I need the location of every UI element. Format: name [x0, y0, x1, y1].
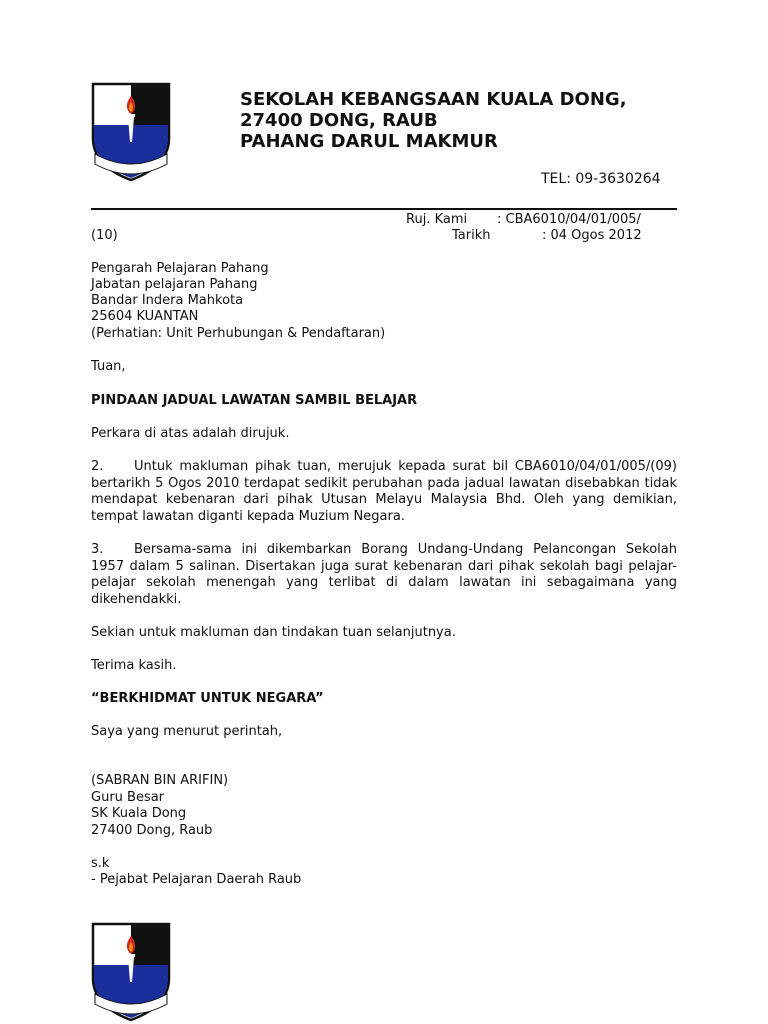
motto-line: “BERKHIDMAT UNTUK NEGARA” — [91, 691, 324, 706]
salutation: Tuan, — [91, 359, 126, 374]
recipient-line: Bandar Indera Mahkota — [91, 293, 244, 308]
signatory-school: SK Kuala Dong — [91, 806, 187, 821]
date-label: Tarikh — [452, 228, 491, 243]
date-value: : 04 Ogos 2012 — [542, 228, 642, 243]
paragraph-number: 3. — [91, 542, 104, 557]
recipient-line: (Perhatian: Unit Perhubungan & Pendaftaran) — [91, 326, 386, 341]
paragraph-text: Untuk makluman pihak tuan, merujuk kepada surat bil CBA6010/04/01/005/(09) bertarikh 5 Ogos 2010 terdapat sedikit perubahan pada jadual lawatan disebabkan tidak mendapat kebenaran dari pihak Utusan Melayu Malaysia Bhd. Oleh yang demikian, tempat lawatan diganti kepada Muzium Negara. — [91, 459, 677, 524]
recipient-line: Pengarah Pelajaran Pahang — [91, 261, 269, 276]
sign-off-line: Saya yang menurut perintah, — [91, 724, 283, 739]
paragraph-text: Bersama-sama ini dikembarkan Borang Undang-Undang Pelancongan Sekolah 1957 dalam 5 salinan. Disertakan juga surat kebenaran dari pihak sekolah bagi pelajar-pelajar sekolah menengah yang terlibat di dalam lawatan ini sebagaimana yang dikehendakki. — [91, 542, 677, 607]
recipient-line: 25604 KUANTAN — [91, 309, 199, 324]
body-paragraph — [91, 542, 677, 608]
cc-label: s.k — [91, 856, 110, 871]
letterhead-divider — [91, 208, 677, 210]
thanks-line: Terima kasih. — [91, 658, 177, 673]
telephone-number: TEL: 09-3630264 — [541, 171, 661, 187]
subject-heading: PINDAAN JADUAL LAWATAN SAMBIL BELAJAR — [91, 393, 418, 408]
school-crest-logo — [89, 920, 173, 1024]
opening-line: Perkara di atas adalah dirujuk. — [91, 426, 290, 441]
school-crest-logo — [89, 80, 173, 184]
ruj-value: : CBA6010/04/01/005/ — [497, 212, 641, 227]
school-name: SEKOLAH KEBANGSAAN KUALA DONG, — [240, 89, 627, 110]
letterhead — [240, 89, 627, 152]
cc-item: - Pejabat Pelajaran Daerah Raub — [91, 872, 302, 887]
ruj-suffix: (10) — [91, 228, 118, 243]
paragraph-number: 2. — [91, 459, 104, 474]
body-paragraph — [91, 459, 677, 525]
signatory-title: Guru Besar — [91, 790, 165, 805]
signatory-address: 27400 Dong, Raub — [91, 823, 213, 838]
school-state: PAHANG DARUL MAKMUR — [240, 131, 498, 152]
ruj-label: Ruj. Kami — [406, 212, 468, 227]
signatory-name: (SABRAN BIN ARIFIN) — [91, 773, 229, 788]
closing-line: Sekian untuk makluman dan tindakan tuan selanjutnya. — [91, 625, 456, 640]
school-address: 27400 DONG, RAUB — [240, 110, 438, 131]
recipient-line: Jabatan pelajaran Pahang — [91, 277, 258, 292]
